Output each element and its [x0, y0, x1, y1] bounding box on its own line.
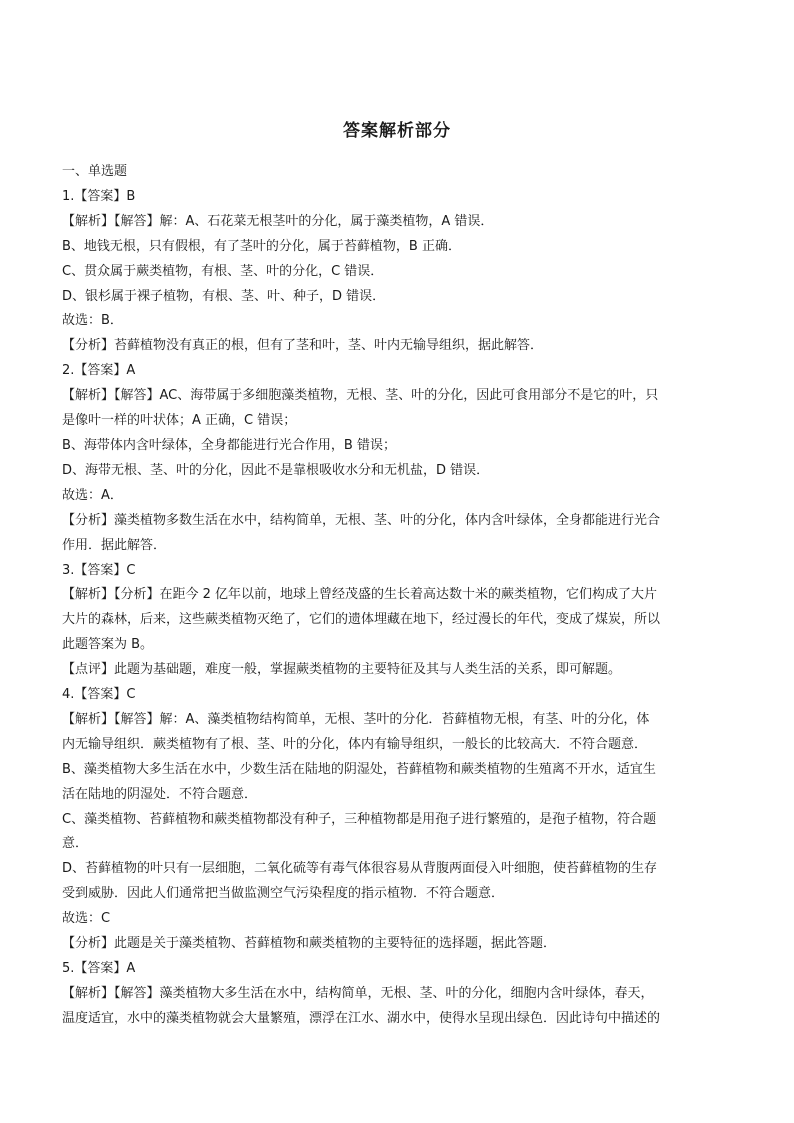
analysis-line: 【解析】【解答】AC、海带属于多细胞藻类植物，无根、茎、叶的分化，因此可食用部分不是它的叶，只 — [62, 388, 659, 404]
analysis-line: 意． — [62, 836, 89, 852]
analysis-line: C、藻类植物、苔藓植物和蕨类植物都没有种子，三种植物都是用孢子进行繁殖的，是孢子植物，符合题 — [62, 811, 657, 827]
answer-line: 3.【答案】C — [62, 562, 136, 578]
analysis-line: 【分析】此题是关于藻类植物、苔藓植物和蕨类植物的主要特征的选择题，据此答题． — [62, 936, 557, 952]
analysis-line: 是像叶一样的叶状体；A 正确，C 错误； — [62, 413, 297, 429]
analysis-line: 活在陆地的阴湿处．不符合题意． — [62, 786, 258, 802]
analysis-line: 作用．据此解答． — [62, 537, 167, 553]
analysis-line: 受到威胁．因此人们通常把当做监测空气污染程度的指示植物．不符合题意． — [62, 886, 505, 902]
conclusion-line: 故选：C — [62, 911, 111, 927]
section-heading: 一、单选题 — [62, 164, 128, 179]
answer-line: 5.【答案】A — [62, 961, 136, 976]
page-title: 答案解析部分 — [343, 121, 451, 141]
answer-line: 1.【答案】B — [62, 188, 136, 204]
analysis-line: 【解析】【解答】解：A、石花菜无根茎叶的分化，属于藻类植物，A 错误． — [62, 213, 494, 229]
analysis-line: 大片的森林，后来，这些蕨类植物灭绝了，它们的遗体埋藏在地下，经过漫长的年代，变成了煤炭，所以 — [62, 612, 661, 628]
conclusion-line: 故选：A． — [62, 487, 123, 503]
analysis-line: C、贯众属于蕨类植物，有根、茎、叶的分化，C 错误． — [62, 263, 384, 279]
analysis-line: 【分析】苔藓植物没有真正的根，但有了茎和叶，茎、叶内无输导组织，据此解答． — [62, 338, 544, 354]
analysis-line: B、地钱无根，只有假根，有了茎叶的分化，属于苔藓植物，B 正确． — [62, 238, 461, 254]
analysis-line: 内无输导组织．蕨类植物有了根、茎、叶的分化，体内有输导组织，一般长的比较高大．不符合题意． — [62, 736, 648, 752]
analysis-line: 【解析】【解答】藻类植物大多生活在水中，结构简单，无根、茎、叶的分化，细胞内含叶绿体，春天， — [62, 985, 654, 1001]
comment-line: 【点评】此题为基础题，难度一般，掌握蕨类植物的主要特征及其与人类生活的关系，即可解题。 — [62, 662, 622, 678]
analysis-line: 此题答案为 B。 — [62, 637, 154, 653]
analysis-line: 温度适宜，水中的藻类植物就会大量繁殖，漂浮在江水、湖水中，使得水呈现出绿色．因此诗句中描述的 — [62, 1010, 661, 1026]
analysis-line: 【分析】藻类植物多数生活在水中，结构简单，无根、茎、叶的分化，体内含叶绿体，全身都能进行光合 — [62, 512, 661, 528]
analysis-line: 【解析】【分析】在距今 2 亿年以前，地球上曾经茂盛的生长着高达数十米的蕨类植物，它们构成了大片 — [62, 587, 658, 603]
analysis-line: D、苔藓植物的叶只有一层细胞，二氧化硫等有毒气体很容易从背腹两面侵入叶细胞，使苔藓植物的生存 — [62, 861, 658, 877]
analysis-line: 【解析】【解答】解：A、藻类植物结构简单，无根、茎叶的分化．苔藓植物无根，有茎、叶的分化，体 — [62, 711, 650, 727]
answer-line: 4.【答案】C — [62, 687, 136, 703]
answer-content — [62, 160, 726, 1032]
analysis-line: B、藻类植物大多生活在水中，少数生活在陆地的阴湿处，苔藓植物和蕨类植物的生殖离不开水，适宜生 — [62, 761, 656, 777]
answer-line: 2.【答案】A — [62, 363, 136, 379]
analysis-line: D、海带无根、茎、叶的分化，因此不是靠根吸收水分和无机盐，D 错误． — [62, 462, 490, 478]
analysis-line: D、银杉属于裸子植物，有根、茎、叶、种子，D 错误． — [62, 288, 386, 304]
analysis-line: B、海带体内含叶绿体，全身都能进行光合作用，B 错误； — [62, 437, 396, 453]
conclusion-line: 故选：B． — [62, 313, 123, 329]
